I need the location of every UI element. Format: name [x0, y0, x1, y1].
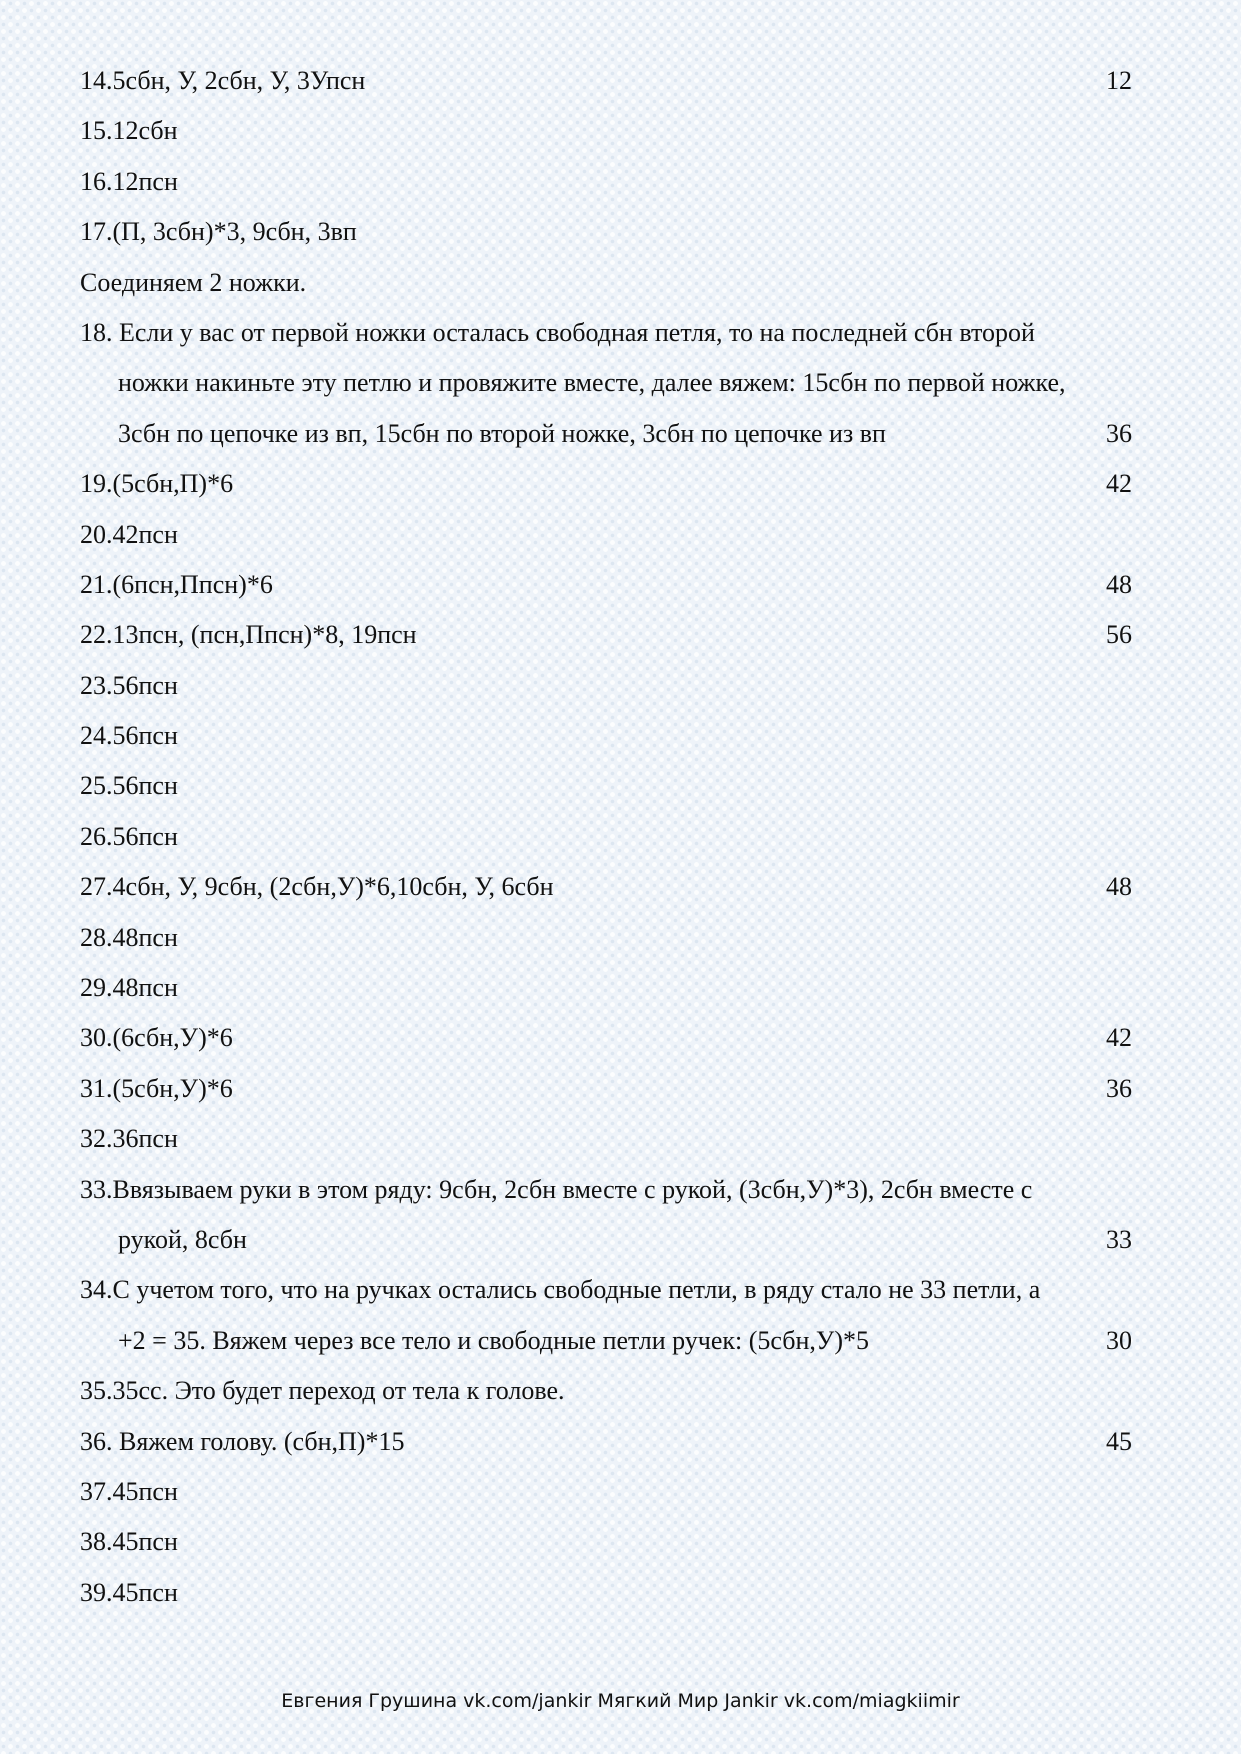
row-instruction: 20.42псн: [80, 519, 178, 549]
pattern-row: [80, 1467, 1190, 1517]
pattern-row: [80, 913, 1190, 963]
row-instruction: 33.Ввязываем руки в этом ряду: 9сбн, 2сбн вместе с рукой, (3сбн,У)*3), 2сбн вместе с: [80, 1174, 1033, 1204]
pattern-row: [80, 409, 1190, 459]
row-instruction: 17.(П, 3сбн)*3, 9сбн, 3вп: [80, 217, 357, 247]
row-instruction: 38.45псн: [80, 1527, 178, 1557]
pattern-row: [80, 56, 1190, 106]
pattern-row: [80, 1568, 1190, 1618]
pattern-row: [80, 1114, 1190, 1164]
row-instruction: Соединяем 2 ножки.: [80, 267, 307, 297]
row-stitch-count: 33: [1106, 1224, 1132, 1254]
row-instruction: 24.56псн: [80, 721, 178, 751]
row-instruction: 22.13псн, (псн,Ппсн)*8, 19псн: [80, 620, 417, 650]
row-instruction: рукой, 8сбн: [118, 1224, 247, 1254]
page-footer: Евгения Грушина vk.com/jankir Мягкий Мир Jankir vk.com/miagkiimir: [281, 1690, 960, 1712]
row-instruction: 15.12сбн: [80, 116, 178, 146]
pattern-row: [80, 1366, 1190, 1416]
row-instruction: 34.С учетом того, что на ручках остались свободные петли, в ряду стало не 33 петли, а: [80, 1275, 1041, 1305]
row-instruction: 19.(5сбн,П)*6: [80, 469, 234, 499]
row-instruction: 16.12псн: [80, 166, 178, 196]
row-instruction: 28.48псн: [80, 922, 178, 952]
pattern-row: [80, 1316, 1190, 1366]
pattern-rows: [80, 56, 1190, 1618]
row-instruction: +2 = 35. Вяжем через все тело и свободные петли ручек: (5сбн,У)*5: [118, 1325, 869, 1355]
row-stitch-count: 36: [1106, 1073, 1132, 1103]
pattern-row: [80, 761, 1190, 811]
row-stitch-count: 30: [1106, 1325, 1132, 1355]
row-instruction: 21.(6псн,Ппсн)*6: [80, 569, 273, 599]
row-stitch-count: 56: [1106, 620, 1132, 650]
row-instruction: 39.45псн: [80, 1577, 178, 1607]
row-instruction: 23.56псн: [80, 670, 178, 700]
row-instruction: 36. Вяжем голову. (сбн,П)*15: [80, 1426, 405, 1456]
row-instruction: 35.35сс. Это будет переход от тела к голове.: [80, 1376, 565, 1406]
row-stitch-count: 42: [1106, 1023, 1132, 1053]
row-stitch-count: 48: [1106, 872, 1132, 902]
row-instruction: 3сбн по цепочке из вп, 15сбн по второй ножке, 3сбн по цепочке из вп: [118, 418, 886, 448]
pattern-row: [80, 1215, 1190, 1265]
row-instruction: 30.(6сбн,У)*6: [80, 1023, 233, 1053]
pattern-row: [80, 963, 1190, 1013]
pattern-row: [80, 1165, 1190, 1215]
pattern-row: [80, 711, 1190, 761]
pattern-row: [80, 610, 1190, 660]
pattern-row: [80, 1417, 1190, 1467]
row-instruction: 18. Если у вас от первой ножки осталась свободная петля, то на последней сбн второй: [80, 317, 1035, 347]
row-instruction: 26.56псн: [80, 821, 178, 851]
pattern-row: [80, 1265, 1190, 1315]
pattern-row: [80, 812, 1190, 862]
pattern-row: [80, 510, 1190, 560]
pattern-row: [80, 560, 1190, 610]
row-stitch-count: 12: [1106, 66, 1132, 95]
row-instruction: 31.(5сбн,У)*6: [80, 1073, 233, 1103]
pattern-row: [80, 358, 1190, 408]
row-instruction: 29.48псн: [80, 973, 178, 1003]
pattern-row: [80, 308, 1190, 358]
pattern-row: [80, 661, 1190, 711]
row-stitch-count: 45: [1106, 1426, 1132, 1456]
row-instruction: 14.5сбн, У, 2сбн, У, 3Упсн: [80, 66, 366, 95]
row-instruction: 32.36псн: [80, 1124, 178, 1154]
row-instruction: 27.4сбн, У, 9сбн, (2сбн,У)*6,10сбн, У, 6сбн: [80, 872, 554, 902]
pattern-row: [80, 157, 1190, 207]
row-instruction: ножки накиньте эту петлю и провяжите вместе, далее вяжем: 15сбн по первой ножке,: [118, 368, 1066, 398]
pattern-row: [80, 862, 1190, 912]
pattern-row: [80, 1013, 1190, 1063]
pattern-row: [80, 258, 1190, 308]
row-instruction: 25.56псн: [80, 771, 178, 801]
row-stitch-count: 48: [1106, 569, 1132, 599]
pattern-row: [80, 207, 1190, 257]
pattern-row: [80, 1517, 1190, 1567]
row-stitch-count: 36: [1106, 418, 1132, 448]
row-instruction: 37.45псн: [80, 1476, 178, 1506]
pattern-row: [80, 1064, 1190, 1114]
pattern-row: [80, 459, 1190, 509]
pattern-row: [80, 106, 1190, 156]
row-stitch-count: 42: [1106, 469, 1132, 499]
